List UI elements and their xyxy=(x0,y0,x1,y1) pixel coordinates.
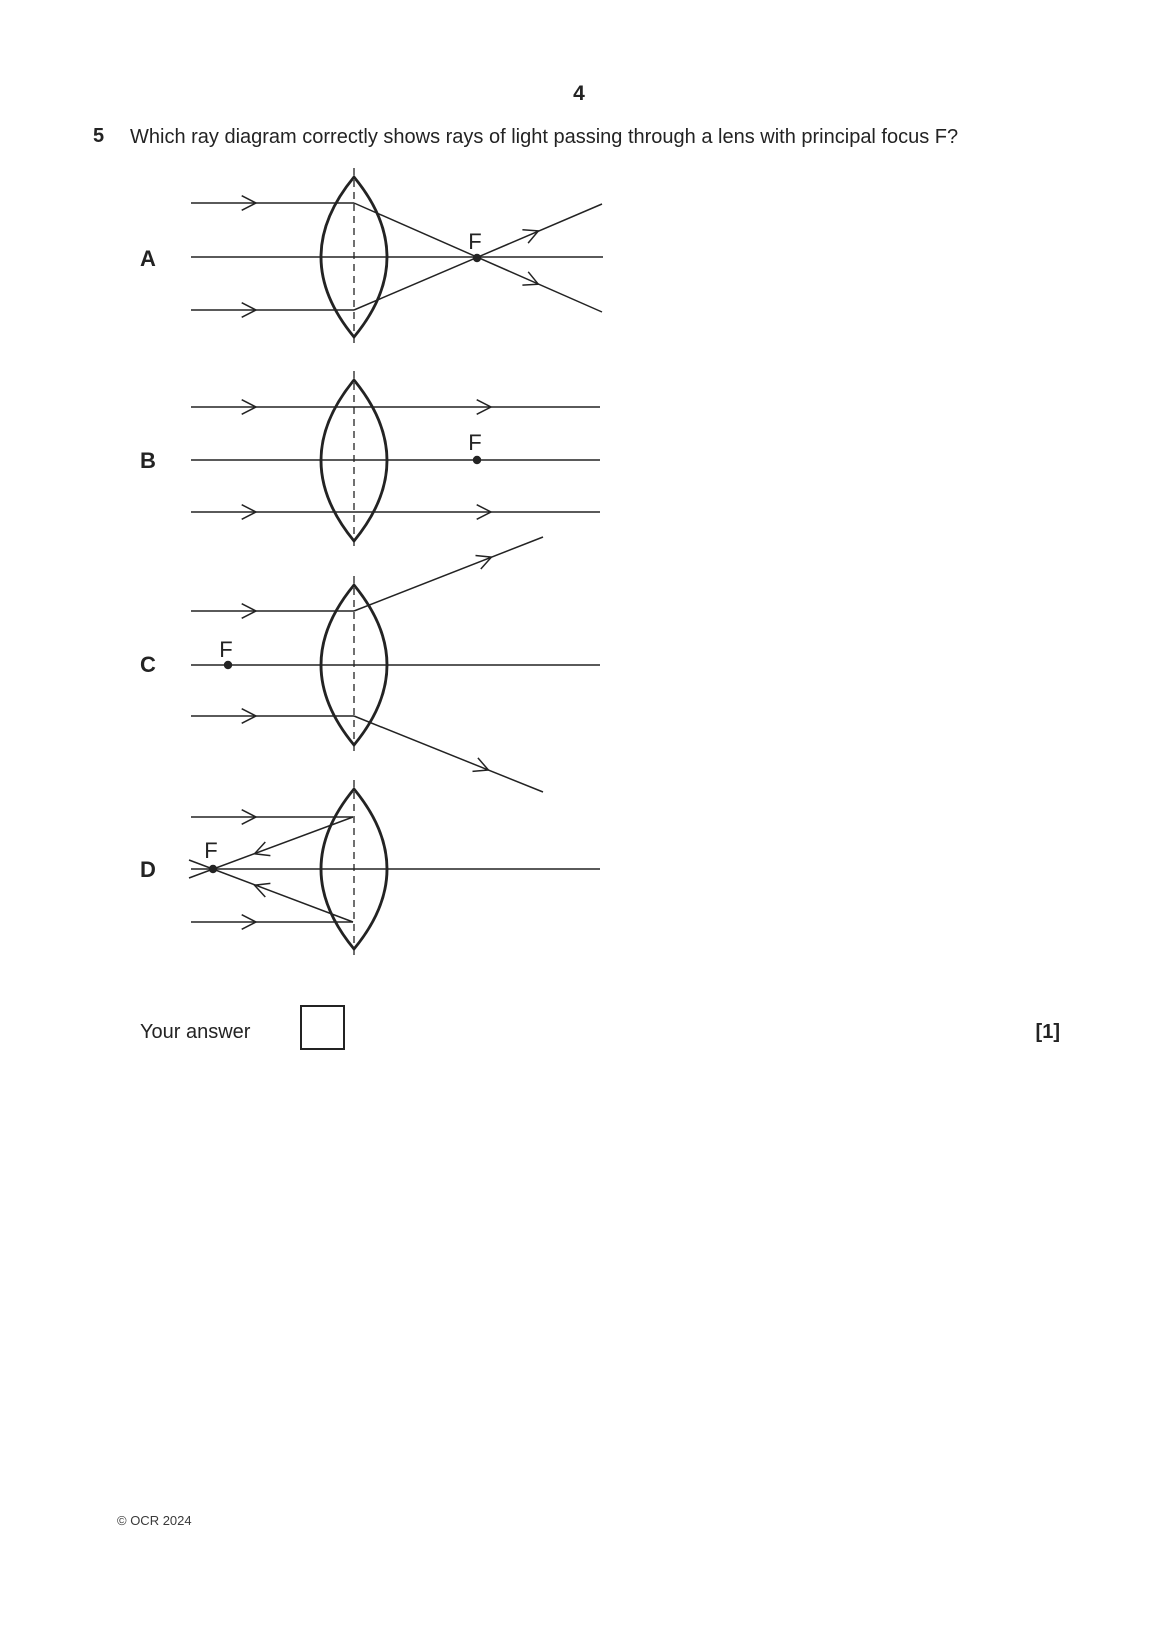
ray-diagram-A xyxy=(140,168,603,347)
answer-box[interactable] xyxy=(300,1005,345,1050)
ray-diagram-C xyxy=(140,537,600,792)
ray-diagram-B xyxy=(140,371,600,551)
page-number: 4 xyxy=(573,82,585,105)
marks-label: [1] xyxy=(1035,1021,1060,1043)
focal-point-label: F xyxy=(219,637,233,662)
light-ray xyxy=(354,537,543,611)
focal-point-dot xyxy=(473,456,481,464)
copyright-footer: © OCR 2024 xyxy=(117,1513,192,1528)
diagram-label: D xyxy=(140,857,156,882)
light-ray xyxy=(354,716,543,792)
diagram-label: A xyxy=(140,246,156,271)
focal-point-dot xyxy=(209,865,217,873)
focal-point-label: F xyxy=(204,838,218,863)
focal-point-dot xyxy=(473,254,481,262)
focal-point-label: F xyxy=(468,229,482,254)
diagram-label: B xyxy=(140,448,156,473)
ray-diagram-D xyxy=(140,780,600,959)
diagram-label: C xyxy=(140,652,156,677)
focal-point-dot xyxy=(224,661,232,669)
your-answer-label: Your answer xyxy=(140,1021,251,1043)
question-text: Which ray diagram correctly shows rays of light passing through a lens with principal focus F? xyxy=(130,126,959,148)
question-number: 5 xyxy=(93,125,105,147)
focal-point-label: F xyxy=(468,430,482,455)
